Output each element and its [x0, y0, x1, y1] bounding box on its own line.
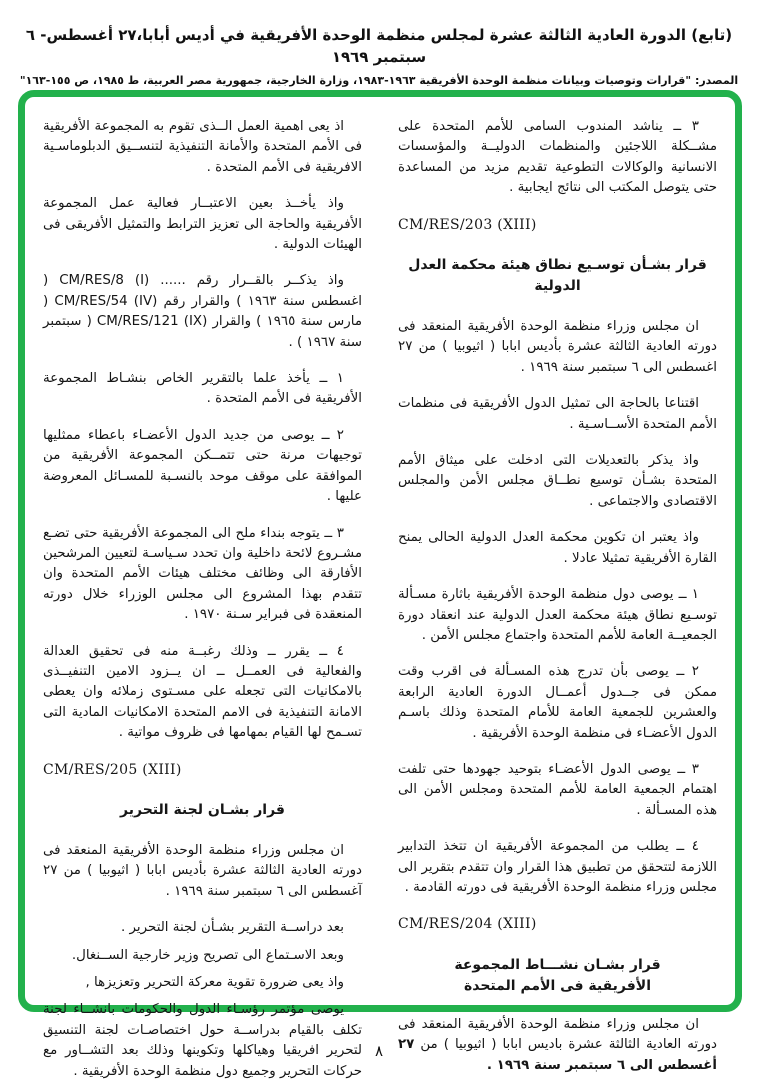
paragraph-recalling-resolutions: واذ يذكــر بالقــرار رقم ...... CM/RES/8 (I) ( اغسطس سنة ١٩٦٣ ) والقرار رقم CM/RES/54 (IV) ( مارس سنة ١٩٦٥ ) والقرار CM/RES/121 (IX) ( سبتمبر سنة ١٩٦٧ ) .	[43, 273, 362, 350]
resolution-code-204: CM/RES/204 (XIII)	[398, 916, 537, 933]
resolution-204-heading	[398, 955, 717, 997]
column-right	[398, 117, 717, 1073]
page-number: ٨	[374, 1042, 384, 1060]
paragraph-recommends-committee: يوصى مؤتمر رؤسـاء الدول والحكومات بانشــاء لجنة تكلف بالقيام بدراســة حول اختصاصـات لجنة التنسيق لتحرير افريقيا وهياكلها وتكوينها وذلك بعد التشــاور مع حركات التحرير وجميع دول منظمة الوحدة الأفريقية .	[43, 1002, 362, 1079]
paragraph-senegal-hearing: وبعد الاسـتماع الى تصريح وزير خارجية الســنغال.	[71, 947, 344, 963]
paragraph-aware-work: اذ يعى اهمية العمل الــذى تقوم به المجموعة الأفريقية فى الأمم المتحدة والأمانة التنفيذية لتنســيق الدبلوماسـية الافريقية فى الأمم المتحدة .	[43, 119, 362, 175]
paragraph-council-204-date: ٢٧ أغسطس الى ٦ سبتمبر سنة ١٩٦٩ .	[398, 1037, 717, 1073]
paragraph-203-item-3: ٣ ــ يوصى الدول الأعضـاء بتوحيد جهودها حتى تلفت اهتمام الجمعية العامة للأمم المتحدة ومجلس الأمن الى هذه المسـألة .	[398, 761, 717, 818]
paragraph-considering: واذ يعتبر ان تكوين محكمة العدل الدولية الحالى يمنح القارة الأفريقية تمثيلا عادلا .	[398, 530, 717, 566]
resolution-203-heading: قرار بشـأن توسـيع نطاق هيئة محكمة العدل الدولية	[408, 257, 707, 295]
column-left	[43, 117, 362, 1079]
paragraph-council-203: ان مجلس وزراء منظمة الوحدة الأفريقية المنعقد فى دورته العادية الثالثة عشرة بأديس ابابا ( اثيوبيا ) من ٢٧ اغسطس الى ٦ سبتمبر سنة ١٩٦٩ .	[398, 319, 717, 375]
paragraph-conviction: اقتناعا بالحاجة الى تمثيل الدول الأفريقية فى منظمات الأمم المتحدة الأســاسـية .	[398, 396, 717, 432]
resolution-code-203: CM/RES/203 (XIII)	[398, 216, 537, 233]
paragraph-refugees-appeal: ٣ ــ يناشد المندوب السامى للأمم المتحدة على مشــكلة اللاجئين والمنظمات الدوليــة والمؤسسات الانسانية والوكالات التطوعية تقديم مزيد من المساعدة حتى يتوصل المكتب الى نتائج ايجابية .	[398, 119, 717, 196]
paragraph-liberation-struggle: واذ يعى ضرورة تقوية معركة التحرير وتعزيزها ,	[85, 975, 344, 990]
paragraph-item-4: ٤ ــ يقرر ــ وذلك رغبــة منه فى تحقيق العدالة والفعالية فى العمــل ــ ان يــزود الامين التنفيــذى بالامكانيات التى تجعله على مسـتوى زملائه وان يعطى الامانة التنفيذية فى الامم المتحدة الامكانيات المادية التى تسـمح لها القيام بمهامها فى ظروف مواتية .	[43, 643, 362, 741]
paragraph-report-study: بعد دراســة التقرير بشـأن لجنة التحرير .	[121, 920, 344, 936]
paragraph-item-3: ٣ ــ يتوجه بنداء ملح الى المجموعة الأفريقية حتى تضـع مشـروع لائحة داخلية وان تحدد سـياسـة لتعيين المرشحين الأفارقة الى وظائف مختلف هيئات الأمم المتحدة وان تتقدم بهذا المشروع الى مجلس الوزراء خلال دورته المنعقدة فى فبراير سـنة ١٩٧٠ .	[43, 525, 362, 623]
two-column-layout	[43, 117, 717, 1079]
paragraph-effectiveness: واذ يأخــذ بعين الاعتبــار فعالية عمل المجموعة الأفريقية والحاجة الى تعزيز الترابط والتمثيل الأفريقى فى الهيئات الدولية .	[43, 196, 362, 253]
paragraph-council-204-text: ان مجلس وزراء منظمة الوحدة الأفريقية المنعقد فى دورته العادية الثالثة عشرة باديس ابابا ( اثيوبيا ) من	[398, 1016, 717, 1053]
paragraph-203-item-2: ٢ ــ يوصى بأن تدرج هذه المسـألة فى اقرب وقت ممكن فى جــدول أعمــال الدورة العادية الرابعة والعشرين للجمعية العامة للأمام المتحدة وذلك باسـم الدول الأعضـاء فى منظمة الوحدة الأفريقية .	[398, 664, 717, 741]
resolution-205-heading: قرار بشـان لجنة التحرير	[120, 801, 285, 818]
paragraph-item-2: ٢ ــ يوصى من جديد الدول الأعضـاء باعطاء ممثليها توجيهات مرنة حتى تتمــكن المجموعة الأفريقية من الموافقة على موقف موحد بالنسـبة للمسـائل المعروضة عليها .	[43, 427, 362, 505]
session-title: (تابع) الدورة العادية الثالثة عشرة لمجلس منظمة الوحدة الأفريقية في أديس أبابا،٢٧ أغسطس- ٦ سبتمبر ١٩٦٩	[25, 26, 733, 66]
paragraph-203-item-1: ١ ــ يوصى دول منظمة الوحدة الأفريقية باثارة مسـألة توسـيع نطاق هيئة محكمة العدل الدولية عند انعقاد دورة الجمعيــة العامة للأمم المتحدة واجتماع مجلس الأمن .	[398, 587, 717, 643]
page-header	[0, 24, 758, 90]
paragraph-amendments: واذ يذكر بالتعديلات التى ادخلت على ميثاق الأمم المتحدة بشـأن توسيع نطــاق مجلس الأمن والمجلس الاقتصادى والاجتماعى .	[398, 453, 717, 509]
paragraph-203-item-4: ٤ ــ يطلب من المجموعة الأفريقية ان تتخذ التدابير اللازمة لتتحقق من تطبيق هذا القرار وان تتقدم بتقرير الى مجلس وزراء منظمة الوحدة الأفريقية فى دورته القادمة .	[398, 839, 717, 895]
resolution-204-heading-line1: قرار بشـان نشـــاط المجموعة	[454, 956, 661, 973]
green-border-frame	[18, 90, 742, 1079]
source-citation: المصدر: "قرارات وتوصيات وبيانات منظمة الوحدة الأفريقية ١٩٦٣-١٩٨٣، وزارة الخارجية، جمهورية مصر العربية، ط ١٩٨٥، ص ١٥٥-١٦٣"	[19, 74, 739, 87]
paragraph-item-1: ١ ــ يأخذ علما بالتقرير الخاص بنشـاط المجموعة الأفريقية فى الأمم المتحدة .	[43, 371, 362, 407]
resolution-204-heading-line2: الأفريقية فى الأمم المتحدة	[463, 977, 652, 994]
resolution-code-205: CM/RES/205 (XIII)	[43, 761, 182, 778]
paragraph-council-205: ان مجلس وزراء منظمة الوحدة الأفريقية المنعقد فى دورته العادية الثالثة عشرة بأديس ابابا ( اثيوبيا ) من ٢٧ آغسطس الى ٦ سبتمبر سنة ١٩٦٩ .	[43, 842, 362, 899]
